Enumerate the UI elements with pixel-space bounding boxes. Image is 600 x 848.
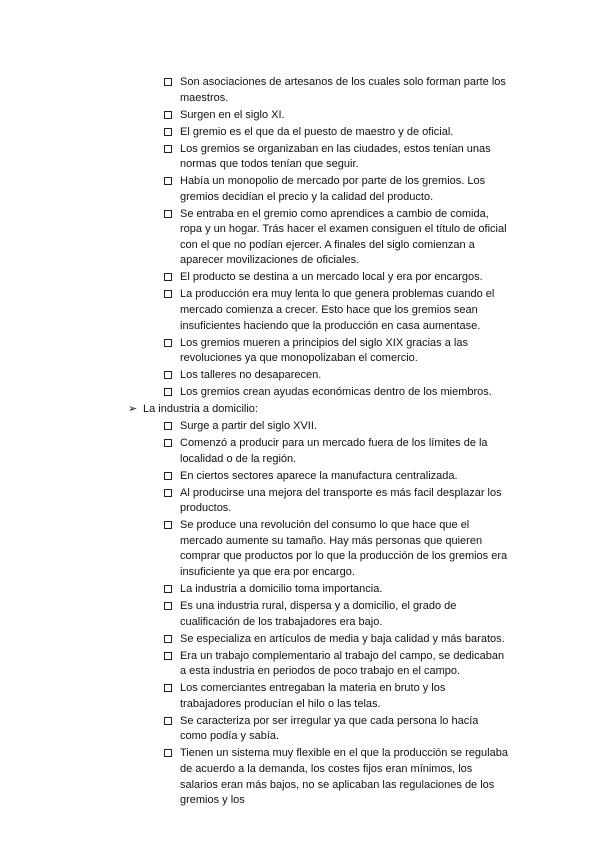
checklist-item [128,632,508,648]
checklist-item [128,75,508,106]
checkbox-icon[interactable] [164,472,172,480]
checklist-item-text: Surge a partir del siglo XVII. [180,420,317,433]
checkbox-icon[interactable] [164,635,172,643]
checklist-item-text: Tienen un sistema muy flexible en el que la producción se regulaba de acuerdo a la demanda, los costes fijos eran mínimos, los salarios eran más bajos, no se aplicaban las regulaciones de los gremios y los [180,747,508,807]
checklist-item-text: Los gremios crean ayudas económicas dentro de los miembros. [180,386,492,399]
checklist-item [128,368,508,384]
checklist-item [128,125,508,141]
checklist-item [128,108,508,124]
checklist-item-text: Había un monopolio de mercado por parte de los gremios. Los gremios decidían el precio y la calidad del producto. [180,175,486,203]
checkbox-icon[interactable] [164,290,172,298]
checkbox-icon[interactable] [164,78,172,86]
checklist-item [128,582,508,598]
checklist-item-text: En ciertos sectores aparece la manufactura centralizada. [180,469,458,482]
checklist-item-text: Los gremios mueren a principios del siglo XIX gracias a las revoluciones ya que monopolizaban el comercio. [180,336,468,365]
checklist-item [128,486,508,517]
checkbox-icon[interactable] [164,339,172,347]
checkbox-icon[interactable] [164,128,172,136]
checkbox-icon[interactable] [164,177,172,185]
checklist-item-text: Se produce una revolución del consumo lo que hace que el mercado aumente su tamaño. Hay más personas que quieren comprar que productos por lo que la producción de los gremios era insuficiente ya que era por encargo. [180,519,508,579]
checklist-item [128,142,508,173]
checklist-item-text: Era un trabajo complementario al trabajo del campo, se dedicaban a esta industria en periodos de poco trabajo en el campo. [180,649,505,678]
section-heading-text: La industria a domicilio: [143,403,258,416]
checkbox-icon[interactable] [164,388,172,396]
checklist-item-text: Los comerciantes entregaban la materia en bruto y los trabajadores producían el hilo o las telas. [180,682,446,710]
checklist-item-text: Comenzó a producir para un mercado fuera de los límites de la localidad o de la región. [180,437,488,465]
section-heading-industria [128,402,508,418]
checkbox-icon[interactable] [164,652,172,660]
checklist-item [128,746,508,808]
checkbox-icon[interactable] [164,717,172,725]
industria-checklist [128,419,508,809]
checklist-item-text: Se entraba en el gremio como aprendices a cambio de comida, ropa y un hogar. Trás hacer el examen consiguen el título de oficial con el que no podían ejercer. A finales del siglo comienzan a aparecer movilizaciones de oficiales. [180,207,507,267]
checkbox-icon[interactable] [164,585,172,593]
checklist-item [128,385,508,401]
checklist-item [128,270,508,286]
checkbox-icon[interactable] [164,489,172,497]
checklist-item-text: Surgen en el siglo XI. [180,108,285,121]
checkbox-icon[interactable] [164,422,172,430]
document-content [128,75,508,810]
checklist-item-text: El gremio es el que da el puesto de maestro y de oficial. [180,125,454,138]
checklist-item [128,649,508,680]
checkbox-icon[interactable] [164,371,172,379]
checklist-item-text: Se caracteriza por ser irregular ya que cada persona lo hacía como podía y sabía. [180,714,479,743]
checkbox-icon[interactable] [164,111,172,119]
checklist-item [128,681,508,712]
checklist-item-text: Los gremios se organizaban en las ciudades, estos tenían unas normas que todos tenían que seguir. [180,142,491,171]
checklist-item [128,419,508,435]
checklist-item [128,287,508,334]
checklist-item-text: Al producirse una mejora del transporte es más facil desplazar los productos. [180,486,502,515]
checklist-item [128,207,508,269]
checklist-item [128,599,508,630]
checklist-item-text: Se especializa en artículos de media y baja calidad y más baratos. [180,632,505,645]
checkbox-icon[interactable] [164,439,172,447]
checklist-item-text: La producción era muy lenta lo que genera problemas cuando el mercado comienza a crecer. Esto hace que los gremios sean insuficientes haciendo que la producción en casa aumentase. [180,288,495,332]
checklist-item [128,518,508,580]
checkbox-icon[interactable] [164,521,172,529]
checklist-item-text: Son asociaciones de artesanos de los cuales solo forman parte los maestros. [180,76,506,104]
checkbox-icon[interactable] [164,273,172,281]
checkbox-icon[interactable] [164,210,172,218]
checklist-item [128,436,508,467]
checkbox-icon[interactable] [164,684,172,692]
gremios-checklist [128,75,508,401]
checkbox-icon[interactable] [164,602,172,610]
checklist-item-text: El producto se destina a un mercado local y era por encargos. [180,271,483,284]
checklist-item-text: La industria a domicilio toma importancia. [180,583,383,596]
checklist-item-text: Los talleres no desaparecen. [180,369,322,382]
checkbox-icon[interactable] [164,145,172,153]
checklist-item [128,714,508,745]
checklist-item [128,174,508,205]
checklist-item [128,336,508,367]
arrow-bullet-icon: ➢ [128,403,138,416]
checklist-item [128,469,508,485]
checklist-item-text: Es una industria rural, dispersa y a domicilio, el grado de cualificación de los trabajadores era bajo. [180,600,457,628]
checkbox-icon[interactable] [164,749,172,757]
